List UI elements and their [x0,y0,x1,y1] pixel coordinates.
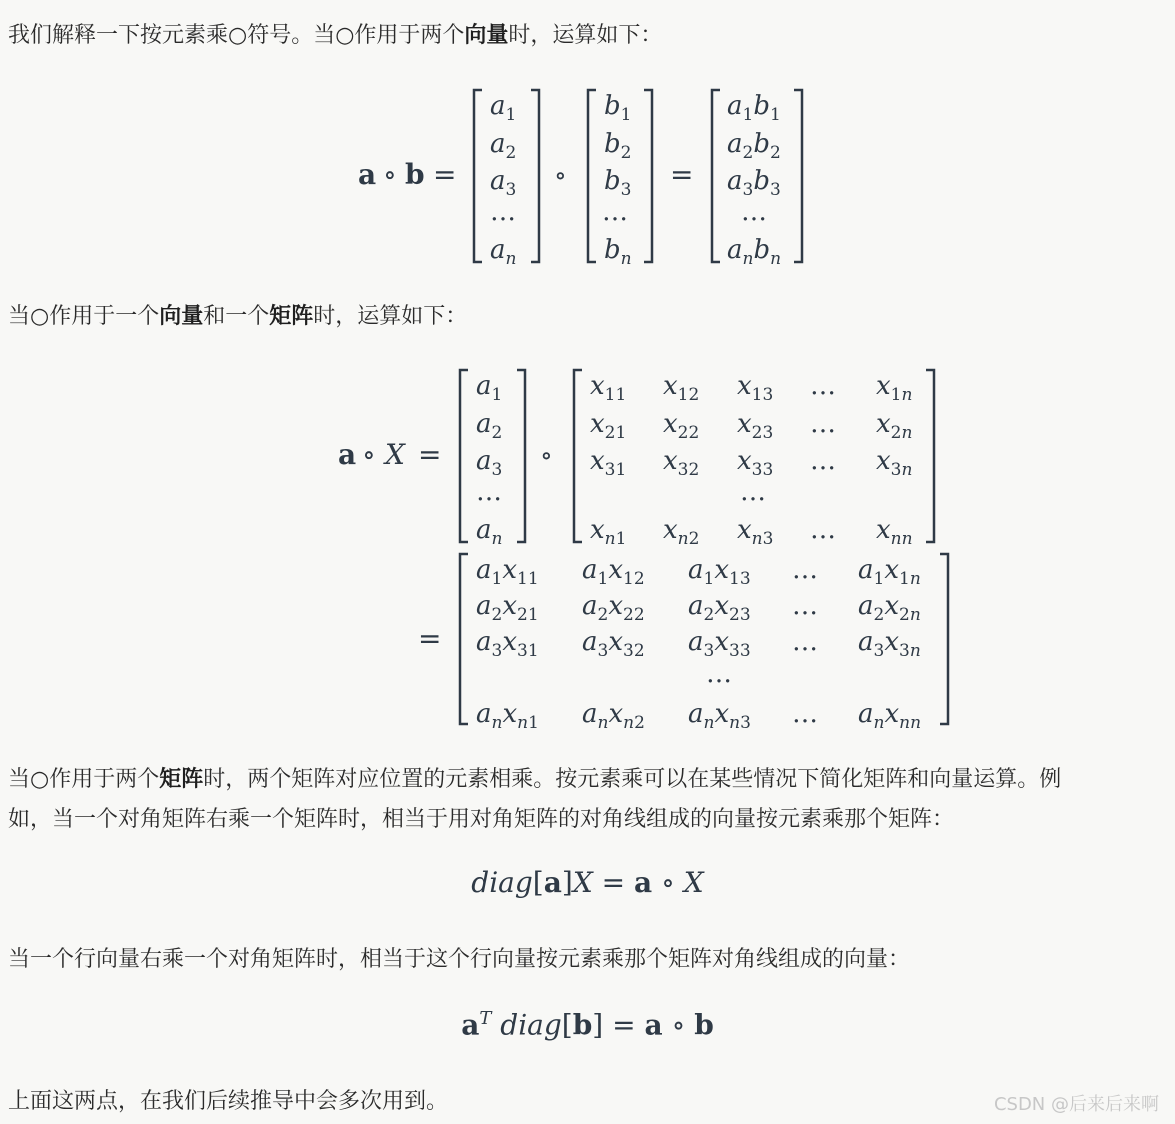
eq3-diag: diag [471,866,533,899]
p3-bold-matrix: 矩阵 [159,767,204,792]
p3-text-cont: 时，两个矩阵对应位置的元素相乘。按元素乘可以在某些情况下简化矩阵和向量运算。例 [203,767,1062,792]
svg-text:a: a [338,438,357,471]
p3-text: 当○作用于两个 [8,767,160,792]
p2-text: 当○作用于一个 [8,304,160,329]
svg-text:∘: ∘ [383,158,397,191]
p2-text-end: 时，运算如下： [313,304,468,329]
svg-text:…: … [602,197,628,227]
svg-text:x32: $x_{32}$ [663,446,700,480]
eq4-lbracket: [ [561,1008,573,1042]
svg-text:…: … [741,197,767,227]
eq4-a: a [461,1008,480,1042]
eq3-rbracket: ] [561,866,573,899]
svg-text:a2: $a_2$ [490,129,517,163]
eq4-circ: ∘ [671,1008,686,1042]
svg-text:x11: $x_{11}$ [590,371,627,405]
svg-text:=: = [418,622,442,655]
eq3-X: X [572,866,593,899]
svg-text:=: = [433,158,457,191]
svg-text:anxn1: $a_nx_{n1}$ [476,699,539,732]
svg-text:a2: $a_2$ [476,409,503,443]
svg-text:x12: $x_{12}$ [663,371,700,405]
svg-text:…: … [792,627,818,657]
svg-text:a3b3: $a_3b_3$ [727,166,781,200]
equation-vector-matrix-hadamard [0,360,1175,732]
svg-text:x33: $x_{33}$ [737,446,774,480]
p4-text: 当一个行向量右乘一个对角矩阵时，相当于这个行向量按元素乘那个矩阵对角线组成的向量： [8,947,911,972]
svg-text:x2n: $x_{2n}$ [876,409,913,443]
svg-text:…: … [792,699,818,729]
svg-text:…: … [810,409,836,439]
svg-text:a3: $a_3$ [476,446,503,480]
svg-text:x23: $x_{23}$ [737,409,774,443]
equation-vector-hadamard [0,80,1175,275]
paragraph-1 [8,16,1161,56]
equation-rowvector-times-diag [0,1008,1175,1041]
paragraph-4 [8,940,1161,980]
svg-text:bn: $b_n$ [604,235,632,269]
p2-bold-vector: 向量 [159,304,204,329]
eq4-rbracket: ] [592,1008,604,1042]
svg-text:a1: $a_1$ [490,91,517,125]
eq3-lbracket: [ [532,866,544,899]
svg-text:anxn2: $a_nx_{n2}$ [582,699,645,732]
paragraph-5 [8,1082,1161,1122]
svg-text:b2: $b_2$ [604,129,632,163]
svg-text:a2x2n: $a_2x_{2n}$ [858,591,921,625]
svg-text:anxn3: $a_nx_{n3}$ [688,699,751,732]
eq3-equals: = [601,866,626,899]
svg-text:…: … [810,515,836,545]
svg-text:a3x31: $a_3x_{31}$ [476,627,539,661]
p1-text: 我们解释一下按元素乘○符号。当○作用于两个 [8,23,465,48]
svg-text:…: … [740,477,766,507]
svg-text:x3n: $x_{3n}$ [876,446,913,480]
svg-text:a2b2: $a_2b_2$ [727,129,781,163]
svg-text:x1n: $x_{1n}$ [876,371,913,405]
svg-text:x31: $x_{31}$ [590,446,627,480]
eq4-a2: a [644,1008,663,1042]
svg-text:a1b1: $a_1b_1$ [727,91,781,125]
svg-text:b3: $b_3$ [604,166,632,200]
p1-bold: 向量 [464,23,509,48]
p3-line-2: 如，当一个对角矩阵右乘一个矩阵时，相当于用对角矩阵的对角线组成的向量按元素乘那个矩阵： [8,807,955,832]
svg-text:a1x12: $a_1x_{12}$ [582,555,645,589]
svg-text:a2x22: $a_2x_{22}$ [582,591,645,625]
eq3-circ: ∘ [661,866,675,899]
svg-text:x21: $x_{21}$ [590,409,627,443]
svg-text:…: … [792,591,818,621]
svg-text:X: X [385,438,405,471]
p1-text-end: 时，运算如下： [508,23,663,48]
p2-bold-matrix: 矩阵 [269,304,314,329]
svg-text:a3x32: $a_3x_{32}$ [582,627,645,661]
svg-text:xnn: $x_{nn}$ [876,515,913,549]
svg-text:xn2: $x_{n2}$ [663,515,700,549]
svg-text:an: $a_n$ [490,235,517,269]
p5-text: 上面这两点，在我们后续推导中会多次用到。 [8,1089,449,1114]
eq3-a2: a [634,866,653,899]
eq4-b: b [572,1008,593,1042]
paragraph-2 [8,297,1161,337]
svg-text:=: = [418,438,442,471]
eq4-b2: b [694,1008,714,1042]
svg-text:…: … [476,477,502,507]
equation-diag-times-matrix [0,866,1175,899]
eq4-transpose: T [479,1008,492,1029]
svg-text:a3: $a_3$ [490,166,517,200]
svg-text:∘: ∘ [554,161,567,191]
svg-text:a: a [358,158,377,191]
svg-text:a3x33: $a_3x_{33}$ [688,627,751,661]
svg-text:a1x13: $a_1x_{13}$ [688,555,751,589]
svg-text:x22: $x_{22}$ [663,409,700,443]
svg-text:anbn: $a_nb_n$ [727,235,782,269]
svg-text:…: … [706,659,732,689]
svg-text:…: … [792,555,818,585]
paragraph-3 [8,760,1161,840]
eq4-equals: = [612,1008,636,1042]
eq3-X2: X [683,866,704,899]
svg-text:a2x21: $a_2x_{21}$ [476,591,539,625]
eq4-diag: diag [500,1008,562,1042]
svg-text:∘: ∘ [362,438,376,471]
csdn-watermark: CSDN @后来后来啊 [993,1094,1159,1115]
svg-text:b1: $b_1$ [604,91,632,125]
svg-text:xn1: $x_{n1}$ [590,515,627,549]
p2-text-mid: 和一个 [203,304,270,329]
svg-text:a1: $a_1$ [476,371,503,405]
svg-text:a2x23: $a_2x_{23}$ [688,591,751,625]
svg-text:an: $a_n$ [476,515,503,549]
svg-text:anxnn: $a_nx_{nn}$ [858,699,922,732]
svg-text:a1x11: $a_1x_{11}$ [476,555,539,589]
svg-text:…: … [810,446,836,476]
svg-text:…: … [810,371,836,401]
svg-text:…: … [490,197,516,227]
svg-text:∘: ∘ [540,441,553,471]
svg-text:=: = [670,158,694,191]
svg-text:xn3: $x_{n3}$ [737,515,774,549]
svg-text:a3x3n: $a_3x_{3n}$ [858,627,921,661]
svg-text:b: b [405,158,425,191]
svg-text:a1x1n: $a_1x_{1n}$ [858,555,921,589]
svg-text:x13: $x_{13}$ [737,371,774,405]
eq3-a: a [543,866,562,899]
